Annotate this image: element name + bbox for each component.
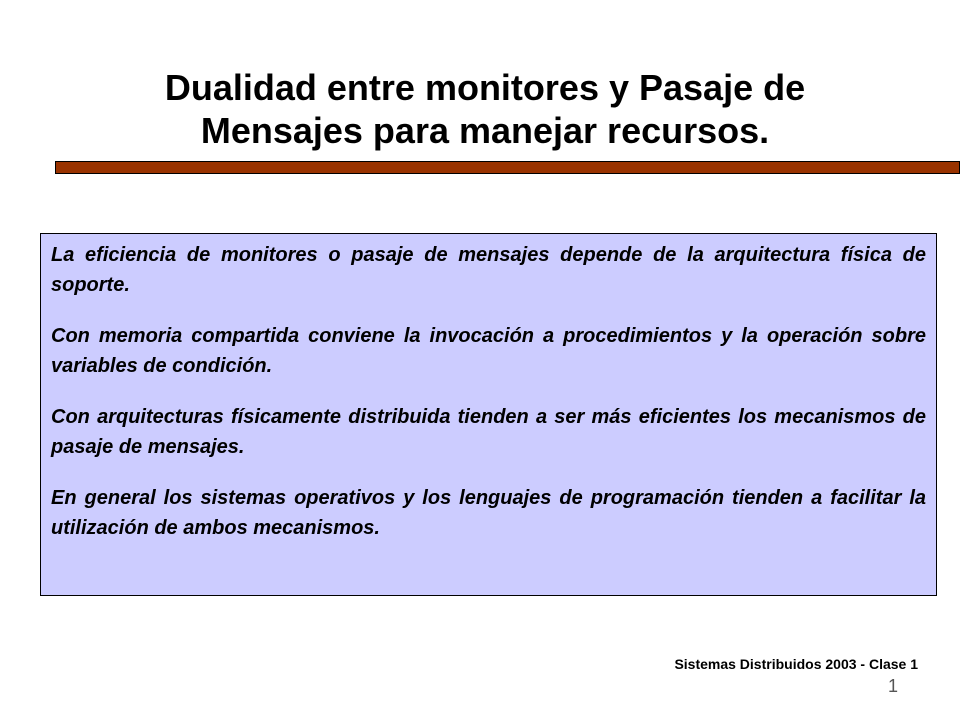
slide-title-line-1: Dualidad entre monitores y Pasaje de (164, 67, 806, 108)
paragraph-distributed-architectures: Con arquitecturas físicamente distribuida tienden a ser más eficientes los mecanismos de pasaje de mensajes. (51, 406, 926, 458)
content-box (40, 233, 937, 596)
slide-footer: Sistemas Distribuidos 2003 - Clase 1 (674, 656, 918, 672)
slide-title (60, 66, 910, 152)
paragraph-general: En general los sistemas operativos y los lenguajes de programación tienden a facilitar la utilización de ambos mecanismos. (51, 487, 926, 539)
title-underline-bar (55, 161, 960, 174)
paragraph-shared-memory: Con memoria compartida conviene la invocación a procedimientos y la operación sobre variables de condición. (51, 325, 926, 377)
slide-title-line-2: Mensajes para manejar recursos. (200, 110, 770, 151)
page-number: 1 (887, 676, 898, 696)
paragraph-efficiency: La eficiencia de monitores o pasaje de mensajes depende de la arquitectura física de soporte. (51, 244, 926, 296)
